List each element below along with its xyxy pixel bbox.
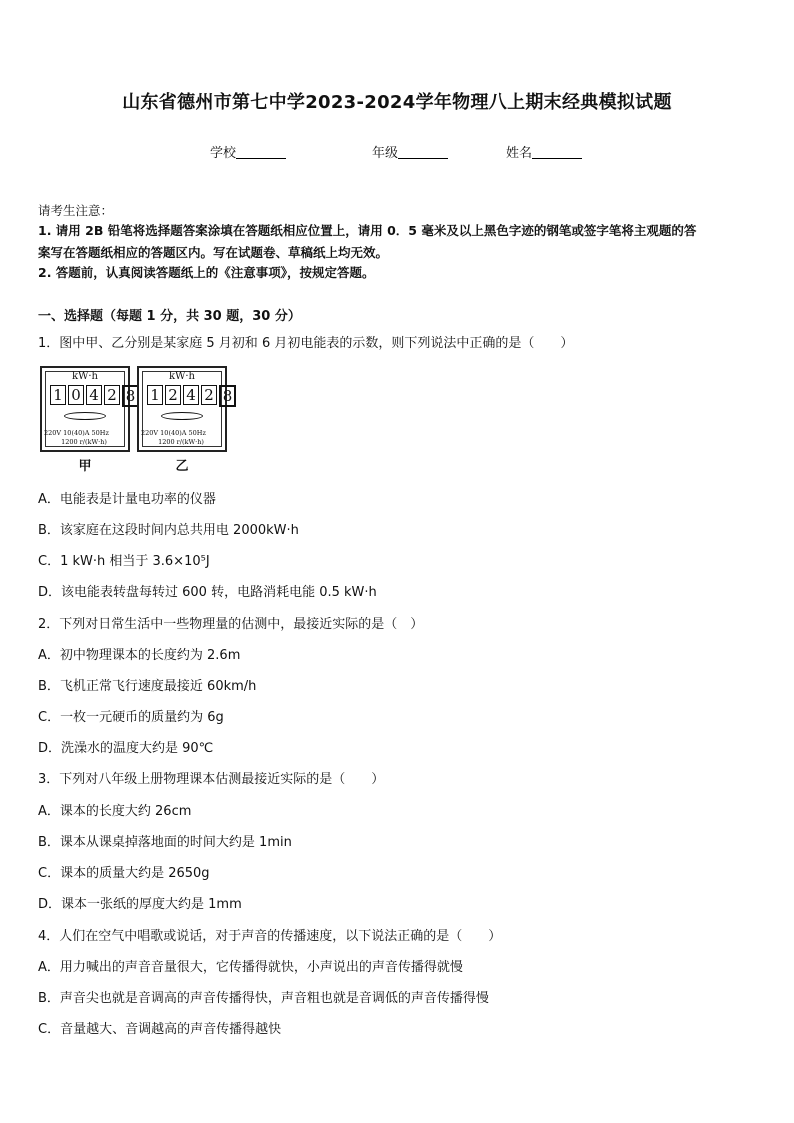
question-3-option-c: C．课本的质量大约是 2650g xyxy=(38,866,210,881)
grade-label: 年级 xyxy=(372,146,399,161)
question-3-option-d: D．课本一张纸的厚度大约是 1mm xyxy=(38,897,242,912)
name-blank[interactable] xyxy=(532,146,582,159)
grade-field[interactable] xyxy=(372,142,448,161)
question-3-option-a: A．课本的长度大约 26cm xyxy=(38,804,192,819)
meter-digit: 0 xyxy=(68,385,84,405)
meter-jia-label: 甲 xyxy=(78,459,92,474)
notice-line-3: 2. 答题前，认真阅读答题纸上的《注意事项》，按规定答题。 xyxy=(38,265,375,280)
question-2-option-d: D．洗澡水的温度大约是 90℃ xyxy=(38,741,214,756)
question-2-option-b: B．飞机正常飞行速度最接近 60km/h xyxy=(38,679,257,694)
name-field[interactable] xyxy=(506,142,582,161)
school-field[interactable] xyxy=(210,142,286,161)
meter-digits xyxy=(147,385,238,407)
grade-blank[interactable] xyxy=(398,146,448,159)
meter-disc xyxy=(161,412,203,420)
question-1-option-c: C．1 kW·h 相当于 3.6×10⁵J xyxy=(38,554,210,569)
meter-spec-constant: 1200 r/(kW·h) xyxy=(158,438,204,446)
question-3-stem: 3．下列对八年级上册物理课本估测最接近实际的是（ ） xyxy=(38,772,385,787)
meter-spec-constant: 1200 r/(kW·h) xyxy=(61,438,107,446)
question-1-option-d: D．该电能表转盘每转过 600 转，电路消耗电能 0.5 kW·h xyxy=(38,585,377,600)
school-label: 学校 xyxy=(210,146,237,161)
meter-spec-rating: 220V 10(40)A 50Hz xyxy=(141,429,206,437)
meter-decimal-digit: 8 xyxy=(122,385,139,407)
question-3-option-b: B．课本从课桌掉落地面的时间大约是 1min xyxy=(38,835,292,850)
page-title: 山东省德州市第七中学2023-2024学年物理八上期末经典模拟试题 xyxy=(122,92,672,113)
question-1-option-b: B．该家庭在这段时间内总共用电 2000kW·h xyxy=(38,523,299,538)
question-2-option-a: A．初中物理课本的长度约为 2.6m xyxy=(38,648,241,663)
meter-digit: 2 xyxy=(165,385,181,405)
notice-heading: 请考生注意： xyxy=(38,203,114,218)
meter-decimal-digit: 8 xyxy=(219,385,236,407)
meter-yi-label: 乙 xyxy=(175,459,189,474)
meter-unit: kW·h xyxy=(169,371,195,382)
meter-digit: 2 xyxy=(104,385,120,405)
name-label: 姓名 xyxy=(506,146,533,161)
question-4-option-a: A．用力喊出的声音音量很大，它传播得就快，小声说出的声音传播得就慢 xyxy=(38,960,463,975)
notice-line-2: 案写在答题纸相应的答题区内。写在试题卷、草稿纸上均无效。 xyxy=(38,245,389,260)
meter-digit: 4 xyxy=(183,385,199,405)
question-2-stem: 2．下列对日常生活中一些物理量的估测中，最接近实际的是（ ） xyxy=(38,617,424,632)
school-blank[interactable] xyxy=(236,146,286,159)
meter-spec-rating: 220V 10(40)A 50Hz xyxy=(44,429,109,437)
question-1-option-a: A．电能表是计量电功率的仪器 xyxy=(38,492,216,507)
question-4-option-c: C．音量越大、音调越高的声音传播得越快 xyxy=(38,1022,282,1037)
meter-jia xyxy=(40,366,136,452)
meter-digits xyxy=(50,385,141,407)
meter-digit: 1 xyxy=(147,385,163,405)
meter-digit: 2 xyxy=(201,385,217,405)
section-heading: 一、选择题（每题 1 分，共 30 题，30 分） xyxy=(38,309,301,324)
question-4-option-b: B．声音尖也就是音调高的声音传播得快，声音粗也就是音调低的声音传播得慢 xyxy=(38,991,489,1006)
meter-unit: kW·h xyxy=(72,371,98,382)
meter-digit: 4 xyxy=(86,385,102,405)
question-4-stem: 4．人们在空气中唱歌或说话，对于声音的传播速度，以下说法正确的是（ ） xyxy=(38,929,502,944)
notice-line-1: 1. 请用 2B 铅笔将选择题答案涂填在答题纸相应位置上，请用 0．5 毫米及以上黑色字迹的钢笔或签字笔将主观题的答 xyxy=(38,223,697,238)
question-2-option-c: C．一枚一元硬币的质量约为 6g xyxy=(38,710,224,725)
meter-digit: 1 xyxy=(50,385,66,405)
meter-disc xyxy=(64,412,106,420)
question-1-stem: 1．图中甲、乙分别是某家庭 5 月初和 6 月初电能表的示数，则下列说法中正确的是（ ） xyxy=(38,336,574,351)
meter-yi xyxy=(137,366,233,452)
